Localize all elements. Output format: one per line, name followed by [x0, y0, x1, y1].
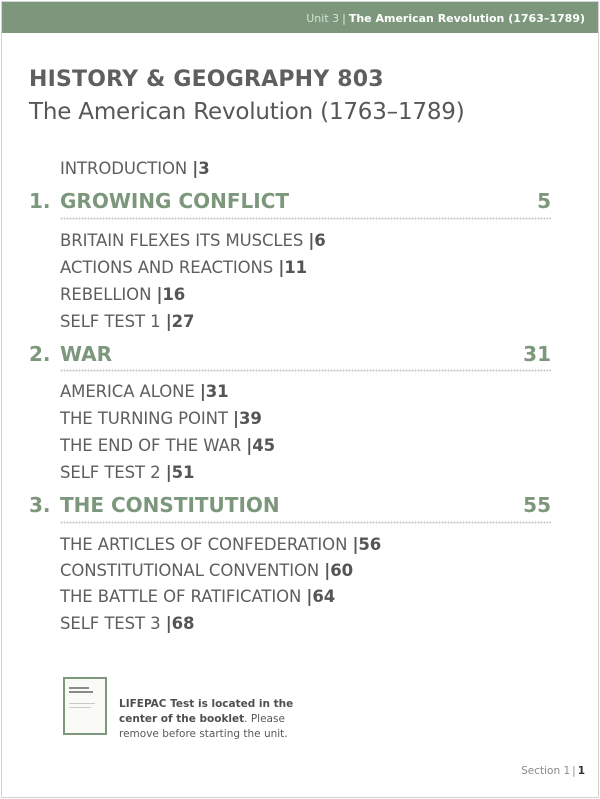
lifepac-test-note: [119, 697, 319, 742]
toc-entry-3-4[interactable]: [60, 614, 194, 633]
toc-entry-3-3[interactable]: [60, 587, 335, 606]
section-3-title[interactable]: THE CONSTITUTION: [60, 493, 280, 517]
booklet-cover-title-line: [69, 691, 93, 693]
toc-entry-label: THE END OF THE WAR: [60, 436, 242, 455]
toc-entry-page: |64: [306, 587, 336, 606]
toc-entry-label: SELF TEST 2: [60, 463, 161, 482]
toc-entry-label: BRITAIN FLEXES ITS MUSCLES: [60, 231, 304, 250]
section-1-page: 5: [537, 189, 551, 213]
toc-entry-label: THE TURNING POINT: [60, 409, 228, 428]
toc-entry-page: |16: [156, 285, 186, 304]
toc-entry-2-2[interactable]: [60, 409, 262, 428]
toc-entry-page: |68: [165, 614, 195, 633]
section-2-page: 31: [523, 342, 551, 366]
section-3-page: 55: [523, 493, 551, 517]
toc-entry-page: |39: [233, 409, 262, 428]
page-subtitle: The American Revolution (1763–1789): [29, 99, 465, 125]
booklet-cover-title-line: [69, 687, 89, 689]
toc-entry-2-4[interactable]: [60, 463, 194, 482]
toc-entry-label: SELF TEST 3: [60, 614, 161, 633]
toc-entry-introduction[interactable]: [60, 159, 210, 178]
footer-separator: |: [572, 765, 576, 777]
header-unit-label: Unit 3: [306, 12, 340, 25]
note-text: . Please remove before starting the unit.: [119, 713, 288, 740]
toc-entry-1-2[interactable]: [60, 258, 307, 277]
section-2-rule: [60, 369, 551, 373]
toc-entry-label: AMERICA ALONE: [60, 382, 195, 401]
page-footer: [521, 765, 585, 777]
section-2-title[interactable]: WAR: [60, 342, 113, 366]
toc-entry-1-3[interactable]: [60, 285, 185, 304]
toc-entry-1-4[interactable]: [60, 312, 194, 331]
toc-entry-label: INTRODUCTION: [60, 159, 188, 178]
section-2-number: 2.: [29, 342, 51, 366]
header-unit-title: The American Revolution (1763–1789): [348, 12, 585, 25]
footer-page-number: 1: [577, 765, 585, 777]
toc-entry-3-2[interactable]: [60, 561, 353, 580]
toc-entry-page: |3: [192, 159, 210, 178]
toc-entry-page: |6: [308, 231, 326, 250]
toc-entry-label: SELF TEST 1: [60, 312, 161, 331]
section-1-number: 1.: [29, 189, 51, 213]
section-1-rule: [60, 217, 551, 221]
header-band: [2, 2, 598, 33]
header-text: [306, 12, 585, 25]
toc-entry-page: |51: [165, 463, 195, 482]
toc-entry-2-1[interactable]: [60, 382, 229, 401]
footer-section-label: Section 1: [521, 765, 571, 777]
booklet-cover-rule: [69, 707, 91, 708]
toc-entry-page: |60: [324, 561, 353, 580]
toc-entry-page: |45: [246, 436, 275, 455]
toc-entry-page: |31: [199, 382, 229, 401]
toc-entry-page: |11: [278, 258, 308, 277]
toc-entry-label: CONSTITUTIONAL CONVENTION: [60, 561, 320, 580]
header-separator: |: [342, 12, 346, 25]
page-title: HISTORY & GEOGRAPHY 803: [29, 67, 384, 92]
toc-entry-page: |27: [165, 312, 195, 331]
toc-entry-label: THE BATTLE OF RATIFICATION: [60, 587, 302, 606]
section-1-title[interactable]: GROWING CONFLICT: [60, 189, 290, 213]
toc-entry-1-1[interactable]: [60, 231, 326, 250]
booklet-cover-rule: [69, 703, 95, 704]
toc-entry-label: ACTIONS AND REACTIONS: [60, 258, 274, 277]
toc-entry-label: REBELLION: [60, 285, 152, 304]
toc-entry-2-3[interactable]: [60, 436, 275, 455]
note-bold-text: LIFEPAC Test is located in the center of the booklet: [119, 698, 294, 725]
section-3-rule: [60, 521, 551, 525]
section-3-number: 3.: [29, 493, 51, 517]
toc-entry-label: THE ARTICLES OF CONFEDERATION: [60, 535, 348, 554]
test-booklet-icon: [63, 677, 107, 735]
toc-entry-page: |56: [352, 535, 382, 554]
toc-entry-3-1[interactable]: [60, 535, 381, 554]
